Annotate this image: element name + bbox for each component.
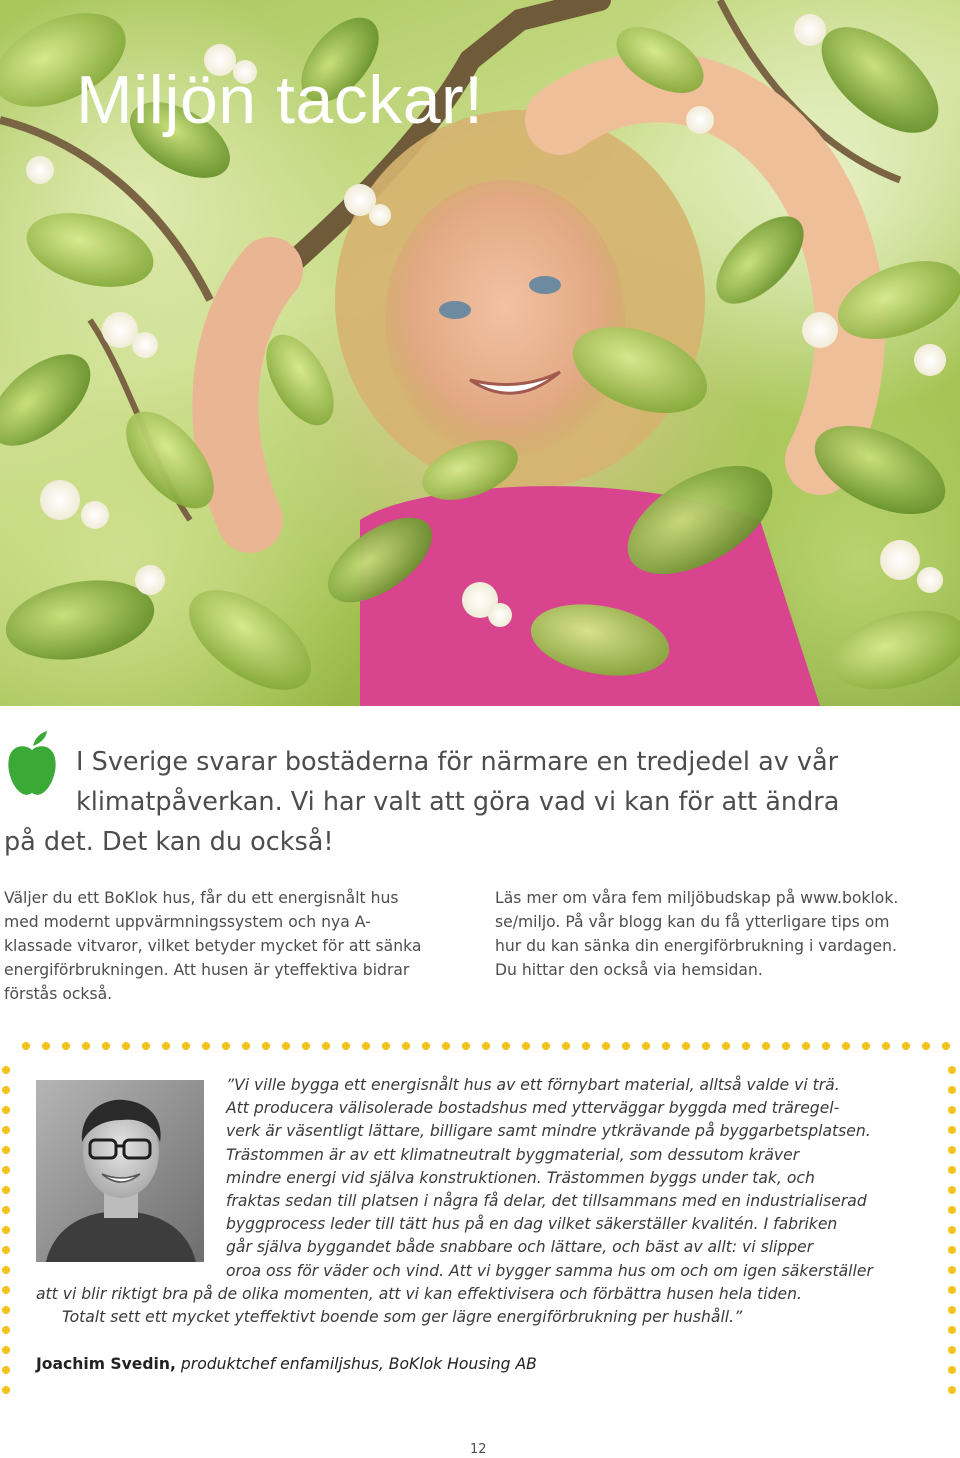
frame-dot	[802, 1042, 810, 1050]
frame-dot	[948, 1286, 956, 1294]
frame-dot	[502, 1042, 510, 1050]
frame-dot	[948, 1126, 956, 1134]
frame-dot	[2, 1286, 10, 1294]
quote-line: verk är väsentligt lättare, billigare samt mindre ytkrävande på byggarbetsplatsen.	[226, 1122, 871, 1141]
frame-dot	[42, 1042, 50, 1050]
frame-dot	[882, 1042, 890, 1050]
frame-dot	[402, 1042, 410, 1050]
frame-dot	[762, 1042, 770, 1050]
frame-dot	[162, 1042, 170, 1050]
quote-line: Att producera välisolerade bostadshus med ytterväggar byggda med träregel-	[226, 1099, 840, 1118]
frame-dot	[2, 1186, 10, 1194]
frame-dot	[542, 1042, 550, 1050]
body-line: energiförbrukningen. Att husen är yteffektiva bidrar	[4, 961, 410, 979]
author-title: produktchef enfamiljshus, BoKlok Housing AB	[175, 1355, 537, 1373]
quote-text	[36, 1074, 936, 1329]
frame-dot	[682, 1042, 690, 1050]
quote-line: Trästommen är av ett klimatneutralt byggmaterial, som dessutom kräver	[226, 1145, 800, 1164]
frame-dot	[662, 1042, 670, 1050]
frame-dot	[2, 1206, 10, 1214]
frame-dot	[782, 1042, 790, 1050]
quote-line: ”Vi ville bygga ett energisnålt hus av ett förnybart material, alltså valde vi trä.	[226, 1076, 840, 1094]
frame-dot	[2, 1266, 10, 1274]
intro-line-2: klimatpåverkan. Vi har valt att göra vad vi kan för att ändra	[76, 787, 840, 817]
body-line: klassade vitvaror, vilket betyder mycket för att sänka	[4, 937, 422, 955]
quote-line: går själva byggandet både snabbare och lättare, och bäst av allt: vi slipper	[226, 1238, 814, 1257]
frame-dot	[702, 1042, 710, 1050]
body-line: förstås också.	[4, 985, 113, 1003]
frame-dot	[722, 1042, 730, 1050]
frame-dot	[22, 1042, 30, 1050]
frame-dot	[948, 1366, 956, 1374]
intro-line-1: I Sverige svarar bostäderna för närmare en tredjedel av vår	[76, 747, 839, 777]
frame-dot	[742, 1042, 750, 1050]
body-line: hur du kan sänka din energiförbrukning i vardagen.	[495, 937, 897, 955]
frame-dot	[202, 1042, 210, 1050]
frame-dot	[948, 1066, 956, 1074]
quote-line: att vi blir riktigt bra på de olika momenten, att vi kan effektivisera och förbättra husen hela tiden.	[36, 1284, 802, 1303]
frame-dot	[562, 1042, 570, 1050]
intro-line-3: på det. Det kan du också!	[4, 827, 334, 857]
body-line: Du hittar den också via hemsidan.	[495, 961, 763, 979]
body-line: med modernt uppvärmningssystem och nya A-	[4, 913, 371, 931]
frame-dot	[2, 1326, 10, 1334]
frame-dot	[948, 1146, 956, 1154]
frame-dot	[142, 1042, 150, 1050]
hero-photo	[0, 0, 960, 706]
frame-dot	[382, 1042, 390, 1050]
frame-dot	[948, 1166, 956, 1174]
frame-dot	[422, 1042, 430, 1050]
frame-dot	[948, 1086, 956, 1094]
frame-dot	[842, 1042, 850, 1050]
frame-dot	[2, 1086, 10, 1094]
frame-dot	[302, 1042, 310, 1050]
frame-dot	[282, 1042, 290, 1050]
frame-dot	[582, 1042, 590, 1050]
page-number: 12	[470, 1442, 487, 1457]
quote-line: oroa oss för väder och vind. Att vi bygger samma hus om och om igen säkerställer	[226, 1261, 873, 1280]
frame-dot	[2, 1366, 10, 1374]
frame-dot	[102, 1042, 110, 1050]
frame-dot	[922, 1042, 930, 1050]
frame-dot	[2, 1126, 10, 1134]
frame-dot	[482, 1042, 490, 1050]
frame-dot	[2, 1066, 10, 1074]
page-title: Miljön tackar!	[76, 62, 484, 138]
frame-dot	[322, 1042, 330, 1050]
frame-dot	[948, 1306, 956, 1314]
frame-dot	[948, 1326, 956, 1334]
frame-dot	[2, 1306, 10, 1314]
frame-dot	[122, 1042, 130, 1050]
body-line: Väljer du ett BoKlok hus, får du ett energisnålt hus	[4, 889, 399, 907]
frame-dot	[948, 1206, 956, 1214]
frame-dot	[2, 1106, 10, 1114]
quote-author	[36, 1352, 537, 1376]
frame-dot	[2, 1166, 10, 1174]
author-name: Joachim Svedin,	[36, 1355, 176, 1373]
quote-line: byggprocess leder till tätt hus på en dag vilket säkerställer kvalitén. I fabriken	[226, 1215, 838, 1234]
frame-dot	[948, 1186, 956, 1194]
frame-dot	[902, 1042, 910, 1050]
frame-dot	[462, 1042, 470, 1050]
frame-dot	[2, 1386, 10, 1394]
body-right-column	[495, 886, 955, 982]
quote-line: Totalt sett ett mycket yteffektivt boende som ger lägre energiförbrukning per hushåll.”	[62, 1308, 743, 1327]
frame-dot	[948, 1346, 956, 1354]
body-left-column	[4, 886, 464, 1006]
frame-dot	[182, 1042, 190, 1050]
frame-dot	[342, 1042, 350, 1050]
frame-dot	[222, 1042, 230, 1050]
frame-dot	[942, 1042, 950, 1050]
frame-dot	[522, 1042, 530, 1050]
quote-line: mindre energi vid själva konstruktionen. Trästommen byggs under tak, och	[226, 1168, 815, 1187]
frame-dot	[442, 1042, 450, 1050]
frame-dot	[602, 1042, 610, 1050]
frame-dot	[242, 1042, 250, 1050]
frame-dot	[948, 1226, 956, 1234]
frame-dot	[2, 1226, 10, 1234]
frame-dot	[82, 1042, 90, 1050]
frame-dot	[862, 1042, 870, 1050]
frame-dot	[362, 1042, 370, 1050]
frame-dot	[822, 1042, 830, 1050]
frame-dot	[262, 1042, 270, 1050]
frame-dot	[948, 1246, 956, 1254]
intro-text	[4, 742, 904, 862]
frame-dot	[948, 1386, 956, 1394]
frame-dot	[2, 1146, 10, 1154]
body-line: se/miljo. På vår blogg kan du få ytterligare tips om	[495, 913, 890, 931]
frame-dot	[62, 1042, 70, 1050]
frame-dot	[948, 1266, 956, 1274]
frame-dot	[2, 1246, 10, 1254]
frame-dot	[642, 1042, 650, 1050]
frame-dot	[948, 1106, 956, 1114]
frame-dot	[2, 1346, 10, 1354]
frame-dot	[622, 1042, 630, 1050]
body-line: Läs mer om våra fem miljöbudskap på www.boklok.	[495, 889, 899, 907]
quote-line: fraktas sedan till platsen i några få delar, det tillsammans med en industrialiserad	[226, 1192, 867, 1211]
